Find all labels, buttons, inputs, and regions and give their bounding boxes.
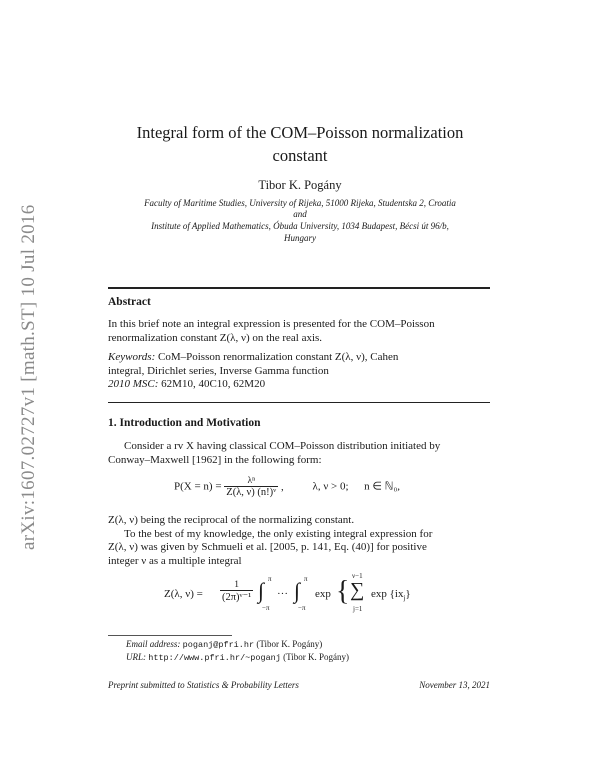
- eq2-exp: exp: [315, 588, 331, 600]
- integral-sign-1: ∫: [258, 578, 265, 603]
- footnote-rule: [108, 635, 232, 636]
- eq2-denominator: (2π)ᵛ⁻¹: [222, 592, 252, 603]
- url-label: URL:: [126, 652, 146, 662]
- left-brace: {: [336, 576, 350, 607]
- affiliation-2-line-1: Institute of Applied Mathematics, Óbuda University, 1034 Budapest, Bécsi út 96/b,: [151, 221, 449, 231]
- integral-sign-2: ∫: [294, 578, 301, 603]
- abstract-line-1: In this brief note an integral expression is presented for the COM–Poisson: [108, 318, 435, 330]
- integral-1-upper: π: [268, 575, 272, 583]
- abstract-bottom-rule: [108, 402, 490, 403]
- sum-upper: ν−1: [352, 572, 363, 580]
- p2-line: Z(λ, ν) being the reciprocal of the normalizing constant.: [108, 514, 355, 526]
- section-paragraph-2: [108, 514, 490, 568]
- footnote-email: [126, 638, 322, 651]
- sum-sign: ∑: [350, 579, 365, 601]
- p3-line-3: integer ν as a multiple integral: [108, 554, 242, 567]
- section-paragraph-1: [108, 440, 490, 467]
- author-name: Tibor K. Pogány: [258, 178, 342, 192]
- sum-lower: j=1: [353, 605, 363, 613]
- footer-date: November 13, 2021: [419, 680, 490, 690]
- eq1-lhs: P(X = n) =: [174, 480, 222, 493]
- keywords-line-1: CoM–Poisson renormalization constant Z(λ, ν), Cahen: [158, 351, 399, 363]
- integral-1-lower: −π: [262, 604, 270, 612]
- title-line-1: Integral form of the COM–Poisson normalization: [136, 123, 464, 142]
- title-line-2: constant: [272, 146, 328, 165]
- abstract-heading: Abstract: [108, 296, 151, 308]
- msc-codes: 62M10, 40C10, 62M20: [161, 378, 266, 390]
- eq2-inner-subscript: j: [403, 594, 406, 603]
- msc-label: 2010 MSC:: [108, 378, 159, 390]
- keywords-line-2: integral, Dirichlet series, Inverse Gamma function: [108, 364, 329, 377]
- integral-2-upper: π: [304, 575, 308, 583]
- paper-title: [110, 121, 490, 167]
- p3-line-2: Z(λ, ν) was given by Schmueli et al. [2005, p. 141, Eq. (40)] for positive: [108, 541, 427, 553]
- abstract-text: [108, 318, 490, 345]
- email-link[interactable]: poganj@pfri.hr: [182, 640, 255, 650]
- url-link[interactable]: http://www.pfri.hr/~poganj: [148, 653, 281, 663]
- affiliation-and: and: [293, 209, 307, 219]
- p1-line-2: Conway–Maxwell [1962] in the following form:: [108, 453, 322, 466]
- p3-line-1: To the best of my knowledge, the only existing integral expression for: [124, 527, 433, 540]
- email-owner: (Tibor K. Pogány): [256, 639, 323, 649]
- email-label: Email address:: [126, 639, 181, 649]
- eq2-inner: [371, 588, 411, 602]
- eq1-numerator: λⁿ: [247, 476, 256, 486]
- abstract-line-2: renormalization constant Z(λ, ν) on the real axis.: [108, 331, 323, 344]
- abstract-top-rule: [108, 287, 490, 289]
- footer-preprint-note: Preprint submitted to Statistics & Probability Letters: [108, 680, 299, 690]
- equation-com-poisson-pmf: P(X = n) = $\frac{\text{λⁿ}}{\text{Z(λ, ν) (n!)ᵛ}}$ , λ, ν > 0; n ∈ ℕ₀,: [174, 476, 401, 498]
- p1-line-1: Consider a rv X having classical COM–Poisson distribution initiated by: [124, 440, 441, 452]
- eq1-condition-2: n ∈ ℕ₀,: [364, 480, 401, 493]
- arxiv-identifier: arXiv:1607.02727v1 [math.ST] 10 Jul 2016: [18, 204, 39, 550]
- eq2-inner-exp: exp {ix: [371, 588, 404, 600]
- affiliation-2-line-2: Hungary: [284, 233, 316, 243]
- eq1-fraction: [224, 476, 278, 498]
- eq1-condition-1: λ, ν > 0;: [312, 480, 349, 493]
- url-owner: (Tibor K. Pogány): [283, 652, 350, 662]
- eq1-denominator: Z(λ, ν) (n!)ᵛ: [226, 487, 277, 498]
- keywords-label: Keywords:: [108, 351, 156, 363]
- section-heading: 1. Introduction and Motivation: [108, 417, 261, 429]
- eq2-inner-close: }: [405, 588, 411, 600]
- eq2-fraction: [220, 580, 253, 603]
- eq2-numerator: 1: [234, 580, 240, 590]
- footnote-url: [126, 651, 349, 664]
- affiliation-1: Faculty of Maritime Studies, University of Rijeka, 51000 Rijeka, Studentska 2, Croatia: [144, 198, 456, 208]
- eq2-dots: ···: [277, 588, 288, 600]
- integral-2-lower: −π: [298, 604, 306, 612]
- eq2-lhs: Z(λ, ν) =: [164, 588, 203, 600]
- keywords-block: [108, 351, 490, 392]
